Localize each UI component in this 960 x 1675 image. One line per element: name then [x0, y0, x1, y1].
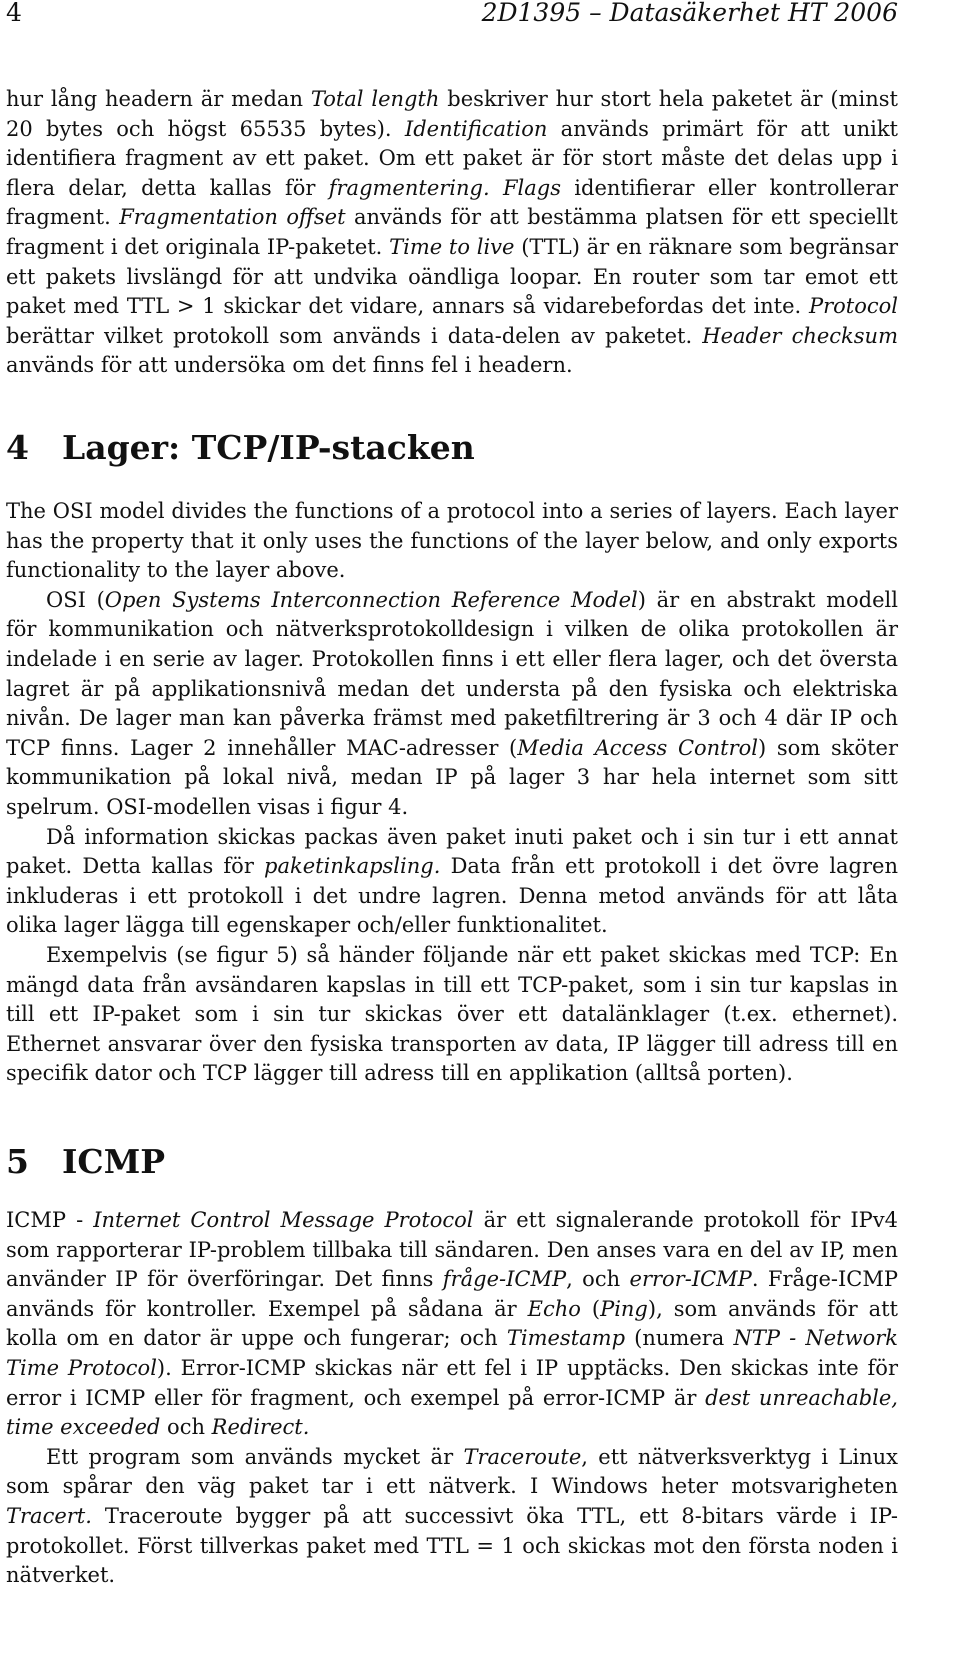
paragraph-osi-model: OSI (Open Systems Interconnection Reference Model) är en abstrakt modell för kommunikation och nätverksprotokolldesign i vilken de olika protokollen är indelade i en serie av lager. Protokollen finns i ett eller flera lager, och det översta lagret är på applikationsnivå medan det understa på den fysiska och elektriska nivån. De lager man kan påverka främst med paketfiltrering är 3 och 4 där IP och TCP finns. Lager 2 innehåller MAC-adresser (Media Access Control) som sköter kommunikation på lokal nivå, medan IP på lager 3 har hela internet som sitt spelrum. OSI-modellen visas i figur 4. — [6, 587, 898, 819]
paragraph-tcp-example: Exempelvis (se figur 5) så händer följande när ett paket skickas med TCP: En mängd data från avsändaren kapslas in till ett TCP-paket, som i sin tur kapslas in till ett IP-paket som i sin tur skickas över ett datalänklager (t.ex. ethernet). Ethernet ansvarar över den fysiska transporten av data, IP lägger till adress till en specifik dator och TCP lägger till adress till en applikation (alltså porten). — [6, 942, 898, 1086]
paragraph-ip-header-fields: hur lång headern är medan Total length beskriver hur stort hela paketet är (minst 20 bytes och högst 65535 bytes). Identification används primärt för att unikt identifiera fragment av ett paket. Om ett paket är för stort måste det delas upp i flera delar, detta kallas för fragmentering. Flags identifierar eller kontrollerar fragment. Fragmentation offset används för att bestämma platsen för ett speciellt fragment i det originala IP-paketet. Time to live (TTL) är en räknare som begränsar ett pakets livslängd för att undvika oändliga loopar. En router som tar emot ett paket med TTL > 1 skickar det vidare, annars så vidarebefordas det inte. Protocol berättar vilket protokoll som används i data-delen av paketet. Header checksum används för att undersöka om det finns fel i headern. — [6, 87, 898, 378]
section-5-body — [6, 1206, 898, 1591]
running-title: 2D1395 – Datasäkerhet HT 2006 — [481, 0, 898, 27]
section-4-body — [6, 497, 898, 1089]
page-number: 4 — [6, 0, 22, 27]
section-heading-tcp-ip: 4 Lager: TCP/IP-stacken — [6, 428, 475, 467]
section-heading-icmp: 5 ICMP — [6, 1142, 166, 1181]
paragraph-traceroute: Ett program som används mycket är Traceroute, ett nätverksverktyg i Linux som spårar den väg paket tar i ett nätverk. I Windows heter motsvarigheten Tracert. Traceroute bygger på att successivt öka TTL, ett 8-bitars värde i IP-protokollet. Först tillverkas paket med TTL = 1 och skickas mot den första noden i nätverket. — [6, 1444, 898, 1588]
paragraph-encapsulation: Då information skickas packas även paket inuti paket och i sin tur i ett annat paket. Detta kallas för paketinkapsling. Data från ett protokoll i det övre lagren inkluderas i ett protokoll i det undre lagren. Denna metod används för att låta olika lager lägga till egenskaper och/eller funktionalitet. — [6, 824, 898, 938]
paragraph-osi-intro: The OSI model divides the functions of a protocol into a series of layers. Each layer has the property that it only uses the functions of the layer below, and only exports functionality to the layer above. — [6, 499, 898, 583]
paragraph-icmp-intro: ICMP - Internet Control Message Protocol är ett signalerande protokoll för IPv4 som rapporterar IP-problem tillbaka till sändaren. Den anses vara en del av IP, men använder IP för överföringar. Det finns fråge-ICMP, och error-ICMP. Fråge-ICMP används för kontroller. Exempel på sådana är Echo (Ping), som används för att kolla om en dator är uppe och fungerar; och Timestamp (numera NTP - Network Time Protocol). Error-ICMP skickas när ett fel i IP upptäcks. Den skickas inte för error i ICMP eller för fragment, och exempel på error-ICMP är dest unreachable, time exceeded och Redirect. — [6, 1208, 898, 1440]
page-header — [6, 0, 898, 36]
